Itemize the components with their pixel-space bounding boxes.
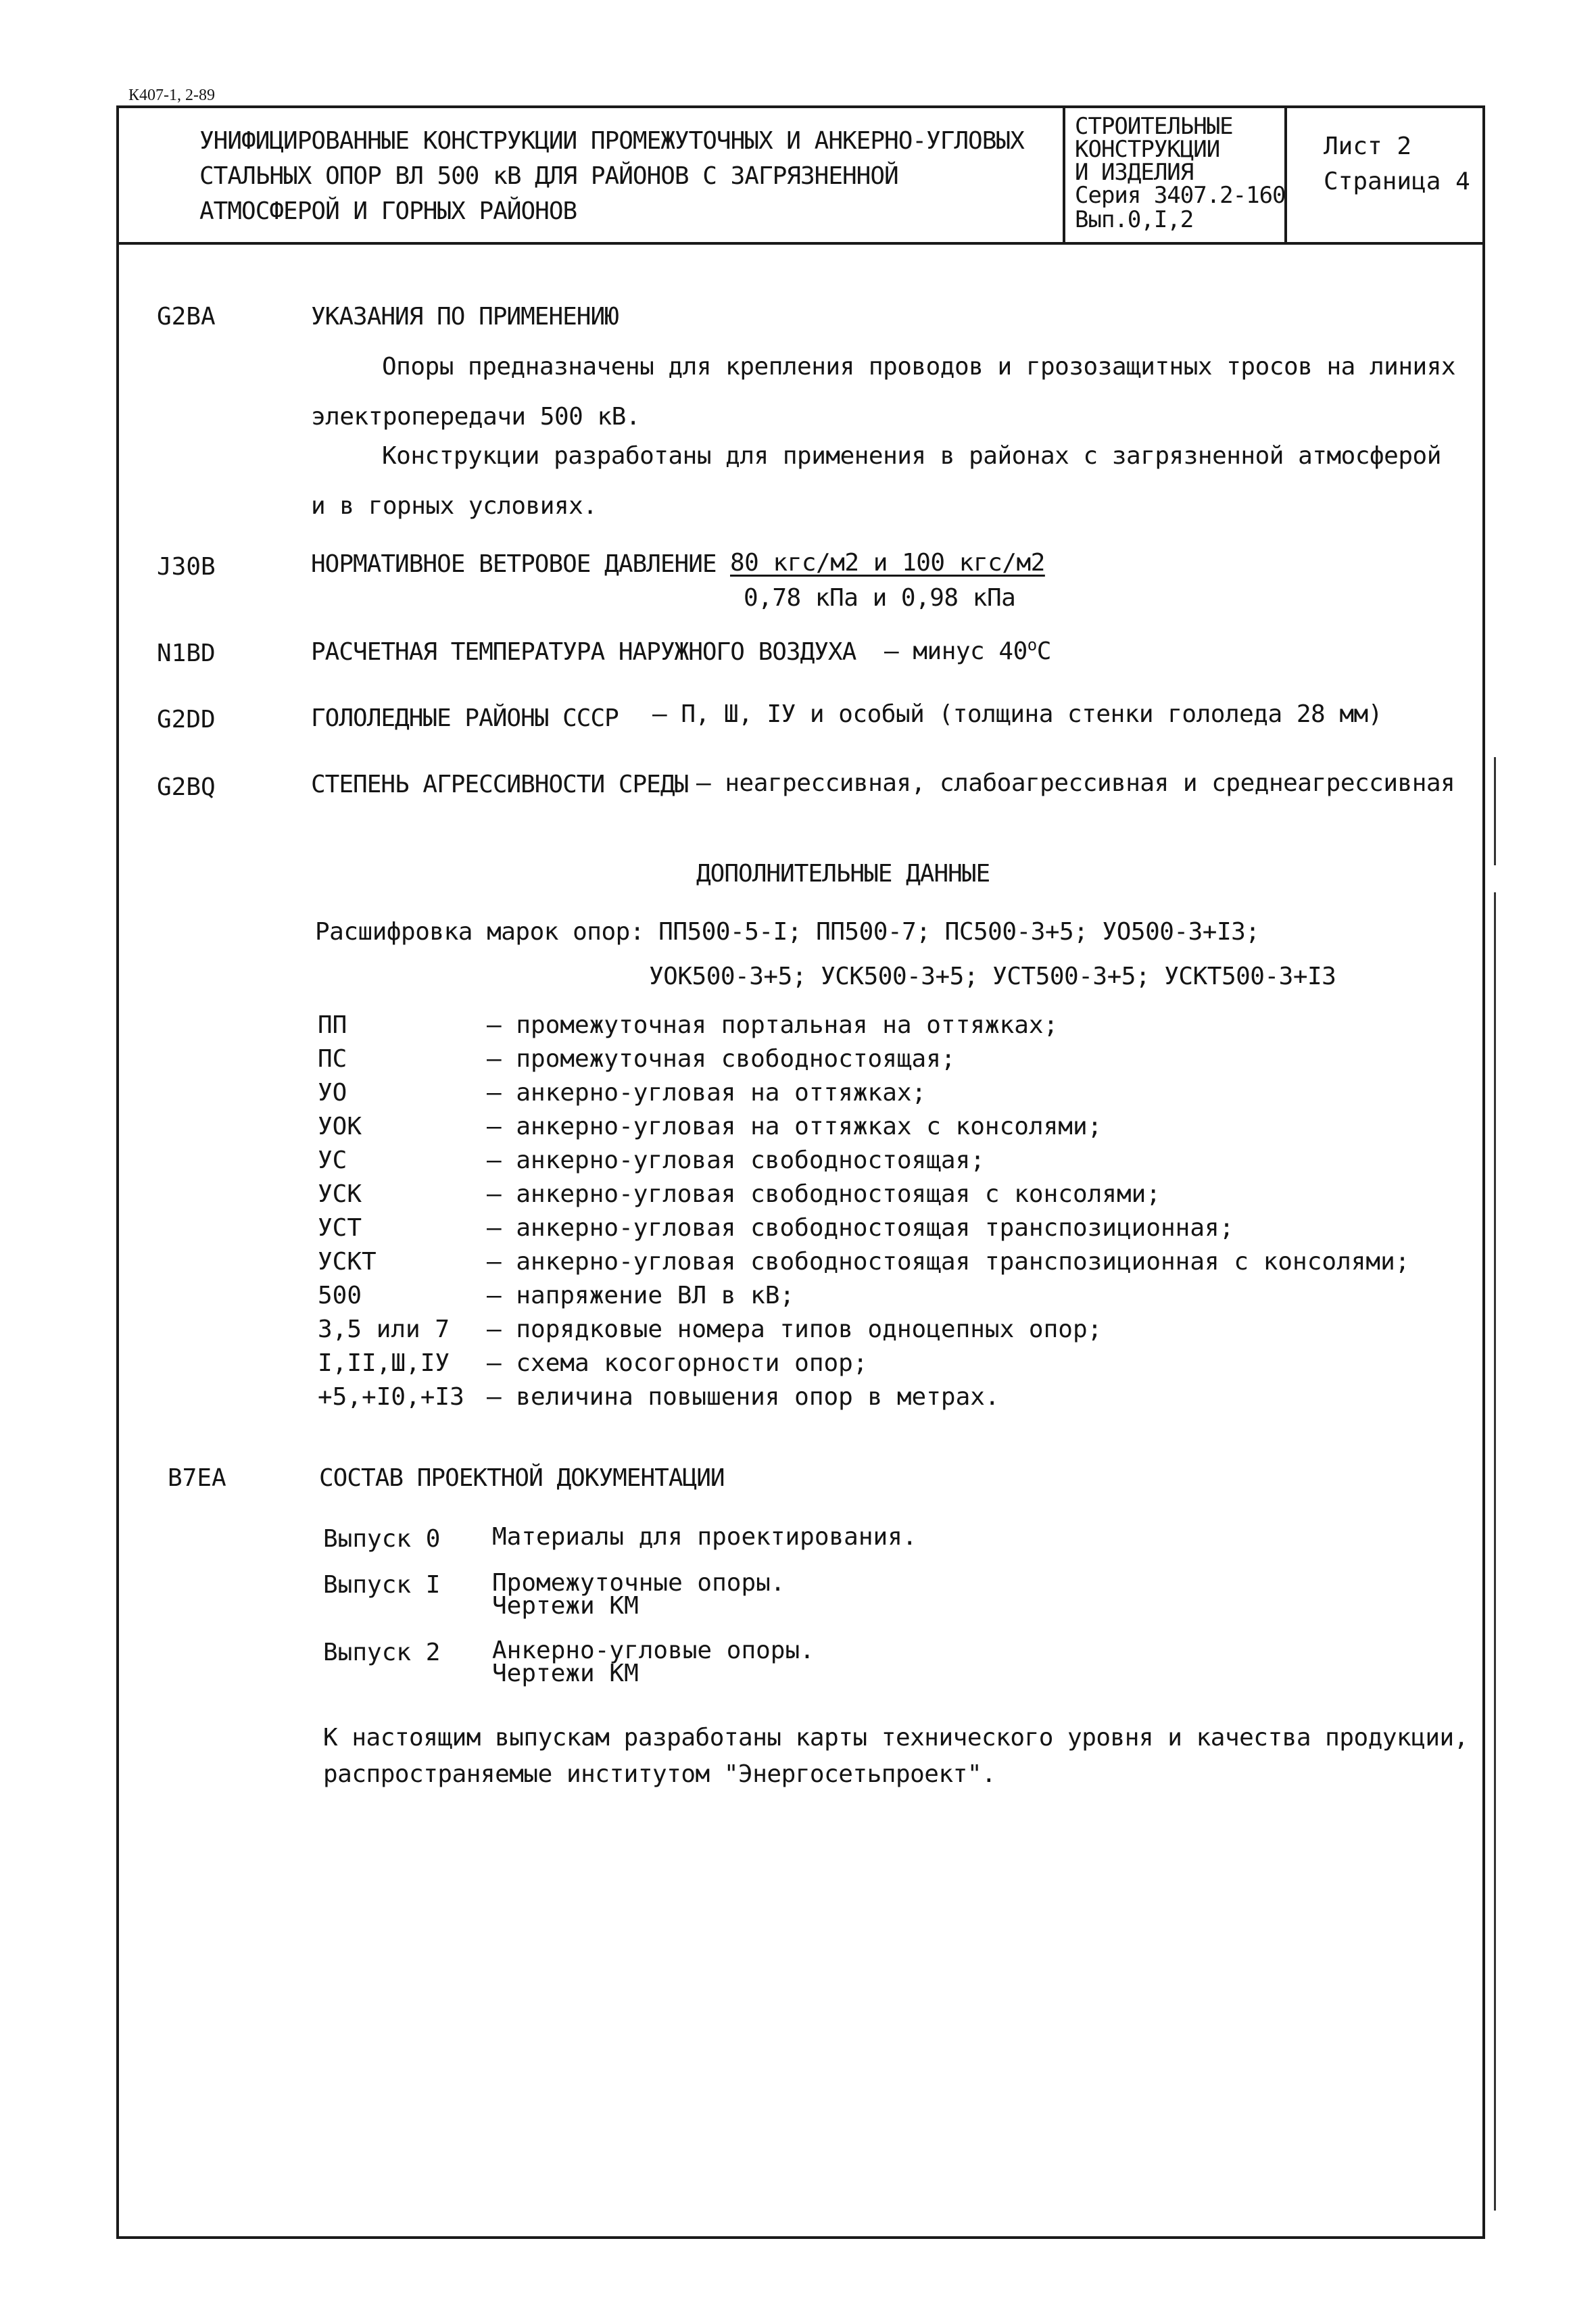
legend-text: – анкерно-угловая свободностоящая транспозиционная с консолями; <box>487 1248 1410 1276</box>
series-line: СТРОИТЕЛЬНЫЕ <box>1075 113 1233 140</box>
issue-description: Чертежи КМ <box>492 1660 639 1687</box>
wind-pressure-label: НОРМАТИВНОЕ ВЕТРОВОЕ ДАВЛЕНИЕ <box>311 550 717 578</box>
legend-abbr: УСТ <box>318 1214 362 1242</box>
legend-text: – анкерно-угловая на оттяжках; <box>487 1079 927 1107</box>
issue-name: Выпуск I <box>323 1571 441 1599</box>
usage-paragraph-line: электропередачи 500 кВ. <box>311 403 640 431</box>
usage-paragraph-line: и в горных условиях. <box>311 492 598 520</box>
issue-description: Чертежи КМ <box>492 1592 639 1620</box>
section-code: J30B <box>157 553 216 581</box>
section-code: G2BQ <box>157 773 216 801</box>
docs-note-line: распространяемые институтом "Энергосетьпроект". <box>323 1760 996 1788</box>
ice-regions-value: – П, Ш, IУ и особый (толщина стенки гололеда 28 мм) <box>652 700 1382 728</box>
legend-text: – анкерно-угловая на оттяжках с консолями; <box>487 1113 1103 1140</box>
series-line: Вып.0,I,2 <box>1075 206 1194 233</box>
legend-abbr: УСКТ <box>318 1248 377 1276</box>
section-code: G2DD <box>157 706 216 733</box>
wind-pressure-value: 80 кгс/м2 и 100 кгс/м2 <box>730 549 1045 577</box>
usage-paragraph-line: Опоры предназначены для крепления проводов и грозозащитных тросов на линиях <box>382 353 1456 381</box>
legend-text: – величина повышения опор в метрах. <box>487 1383 1000 1411</box>
issue-description: Материалы для проектирования. <box>492 1523 917 1551</box>
docs-note-line: К настоящим выпускам разработаны карты технического уровня и качества продукции, <box>323 1724 1468 1752</box>
issue-name: Выпуск 2 <box>323 1639 441 1666</box>
temperature-unit: С <box>1036 637 1051 665</box>
wind-pressure-value-si: 0,78 кПа и 0,98 кПа <box>744 584 1016 612</box>
header-divider-series <box>1063 105 1065 243</box>
legend-abbr: 3,5 или 7 <box>318 1316 450 1343</box>
temperature-number: – минус 40 <box>884 637 1027 665</box>
document-code: К407-1, 2-89 <box>128 87 215 104</box>
legend-abbr: УСК <box>318 1180 362 1208</box>
aggressiveness-value: – неагрессивная, слабоагрессивная и среднеагрессивная <box>696 769 1455 797</box>
ice-regions-label: ГОЛОЛЕДНЫЕ РАЙОНЫ СССР <box>311 704 619 732</box>
legend-text: – схема косогорности опор; <box>487 1349 868 1377</box>
header-divider <box>116 242 1485 245</box>
legend-text: – промежуточная свободностоящая; <box>487 1045 956 1073</box>
legend-text: – анкерно-угловая свободностоящая транспозиционная; <box>487 1214 1234 1242</box>
legend-abbr: ПС <box>318 1045 347 1073</box>
sheet-number: Лист 2 <box>1324 132 1412 160</box>
legend-abbr: +5,+I0,+I3 <box>318 1383 464 1411</box>
issue-description: Анкерно-угловые опоры. <box>492 1637 815 1664</box>
section-code: N1BD <box>157 640 216 667</box>
series-line: Серия 3407.2-160 <box>1075 182 1286 209</box>
legend-abbr: ПП <box>318 1011 347 1039</box>
header-title-line: УНИФИЦИРОВАННЫЕ КОНСТРУКЦИИ ПРОМЕЖУТОЧНЫХ И АНКЕРНО-УГЛОВЫХ <box>199 127 1024 155</box>
header-title-line: СТАЛЬНЫХ ОПОР ВЛ 500 кВ ДЛЯ РАЙОНОВ С ЗАГРЯЗНЕННОЙ <box>199 162 898 190</box>
header-title-line: АТМОСФЕРОЙ И ГОРНЫХ РАЙОНОВ <box>199 197 577 225</box>
issue-name: Выпуск 0 <box>323 1525 441 1553</box>
aggressiveness-label: СТЕПЕНЬ АГРЕССИВНОСТИ СРЕДЫ <box>311 771 689 798</box>
legend-abbr: УО <box>318 1079 347 1107</box>
legend-abbr: I,II,Ш,IУ <box>318 1349 450 1377</box>
marks-decoding-line: Расшифровка марок опор: ПП500-5-I; ПП500-7; ПС500-3+5; УО500-3+I3; <box>315 918 1260 946</box>
legend-abbr: УС <box>318 1147 347 1174</box>
usage-paragraph-line: Конструкции разработаны для применения в районах с загрязненной атмосферой <box>382 442 1441 470</box>
temperature-label: РАСЧЕТНАЯ ТЕМПЕРАТУРА НАРУЖНОГО ВОЗДУХА <box>311 638 856 666</box>
temperature-value <box>884 635 1051 665</box>
legend-text: – анкерно-угловая свободностоящая с консолями; <box>487 1180 1161 1208</box>
series-line: И ИЗДЕЛИЯ <box>1075 159 1194 186</box>
legend-text: – промежуточная портальная на оттяжках; <box>487 1011 1059 1039</box>
legend-text: – анкерно-угловая свободностоящая; <box>487 1147 985 1174</box>
marks-decoding-line: УОК500-3+5; УСК500-3+5; УСТ500-3+5; УСКТ500-3+I3 <box>649 963 1336 990</box>
project-docs-title: СОСТАВ ПРОЕКТНОЙ ДОКУМЕНТАЦИИ <box>319 1464 725 1492</box>
page-number: Страница 4 <box>1324 168 1470 195</box>
degree-sign: о <box>1027 635 1037 654</box>
header-divider-sheet <box>1284 105 1287 243</box>
legend-abbr: УОК <box>318 1113 362 1140</box>
legend-text: – порядковые номера типов одноцепных опор; <box>487 1316 1103 1343</box>
additional-data-title: ДОПОЛНИТЕЛЬНЫЕ ДАННЫЕ <box>696 860 990 888</box>
section-code: G2BA <box>157 303 216 331</box>
legend-text: – напряжение ВЛ в кВ; <box>487 1282 795 1309</box>
issue-description: Промежуточные опоры. <box>492 1569 785 1597</box>
legend-abbr: 500 <box>318 1282 362 1309</box>
section-title-usage: УКАЗАНИЯ ПО ПРИМЕНЕНИЮ <box>311 303 619 331</box>
scan-edge-mark <box>1494 757 1496 865</box>
scan-edge-mark <box>1494 892 1496 2211</box>
section-code: B7EA <box>168 1464 226 1492</box>
series-line: КОНСТРУКЦИИ <box>1075 136 1220 163</box>
